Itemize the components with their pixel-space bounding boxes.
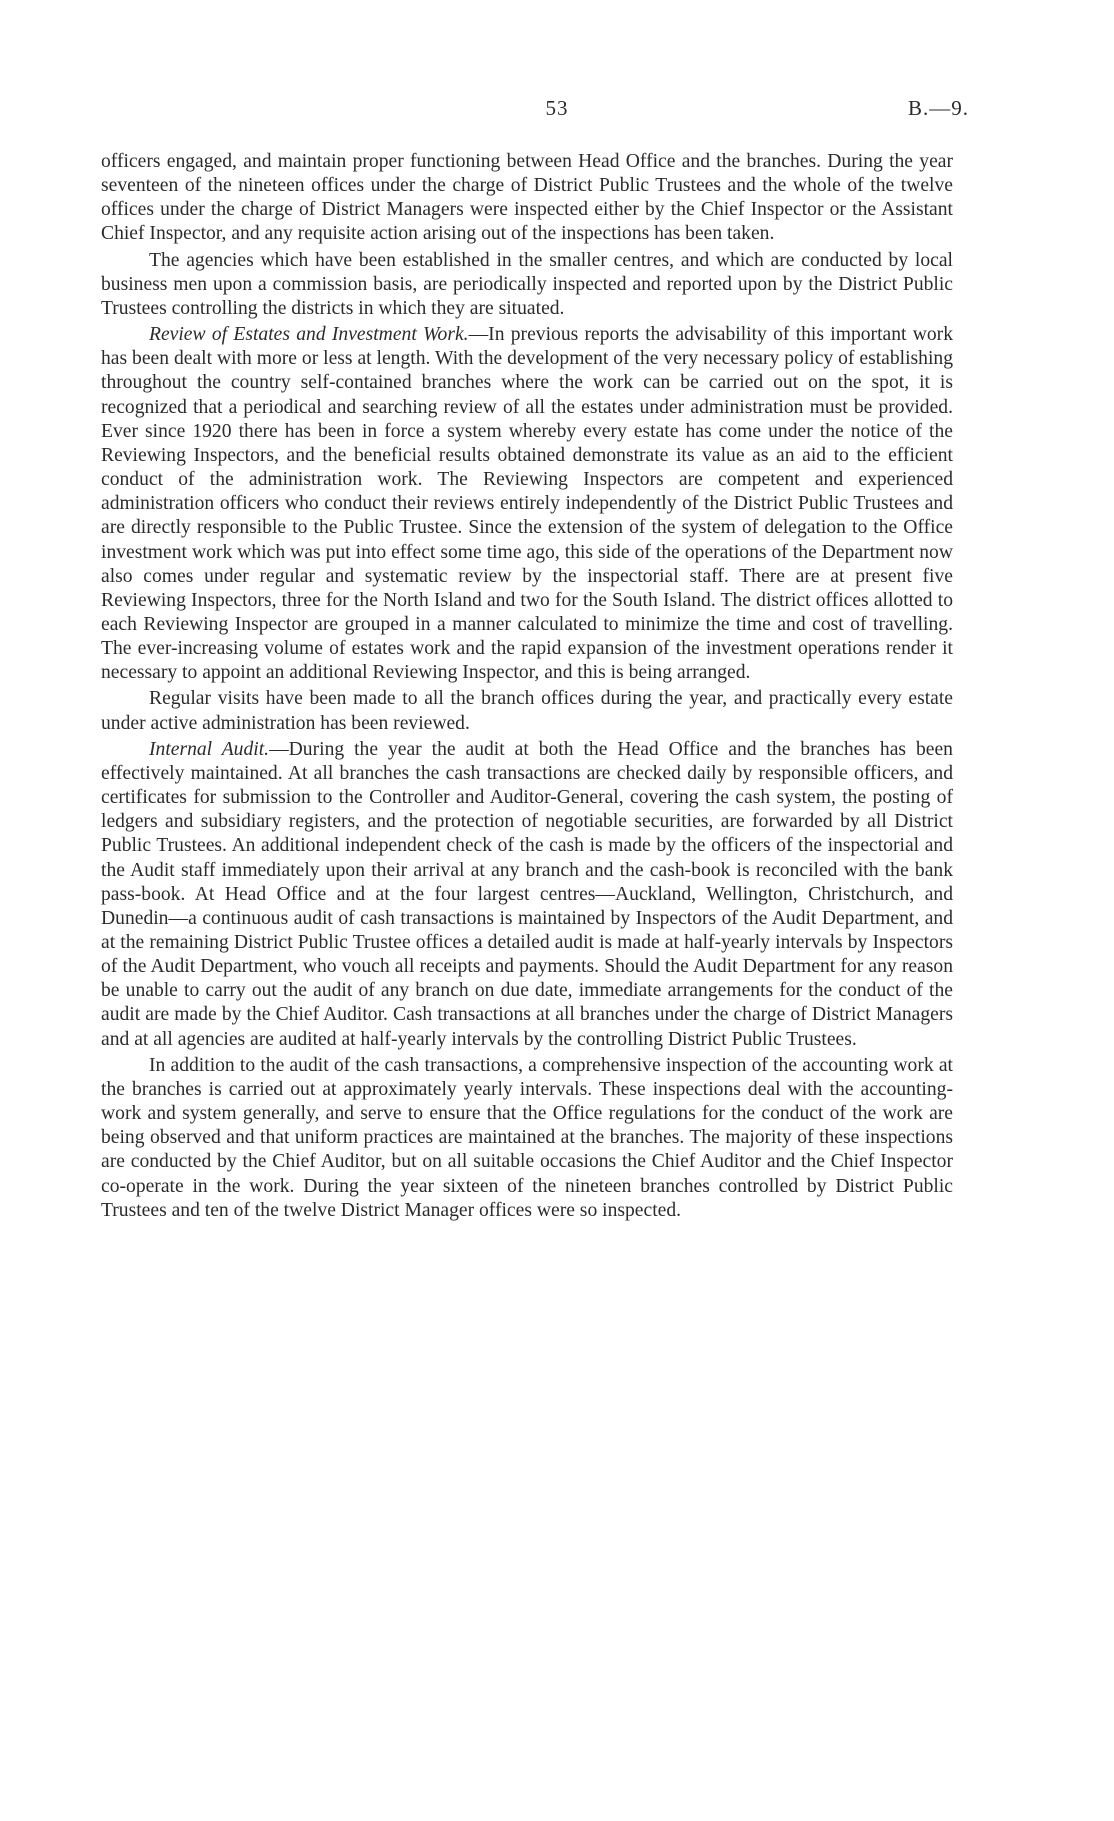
paragraph-text: The agencies which have been established in the smaller centres, and which are conducted by local business men upon a commission basis, are periodically inspected and reported upon by the District Public Trustees controlling the districts in which they are situated. [101, 249, 953, 319]
body-text [101, 150, 953, 1223]
paragraph [101, 150, 953, 247]
document-reference: B.—9. [907, 96, 969, 120]
page-header [0, 96, 1114, 126]
section-heading: Review of Estates and Investment Work. [149, 324, 469, 346]
paragraph-text: —During the year the audit at both the Head Office and the branches has been effectively maintained. At all branches the cash transactions are checked daily by responsible officers, and certificates for submission to the Controller and Auditor-General, covering the cash system, the posting of ledgers and subsidiary registers, and the protection of negotiable securities, are forwarded by all District Public Trustees. An additional independent check of the cash is made by the officers of the inspectorial and the Audit staff immediately upon their arrival at any branch and the cash-book is reconciled with the bank pass-book. At Head Office and at the four largest centres—Auckland, Wellington, Christchurch, and Dunedin—a continuous audit of cash transactions is maintained by Inspectors of the Audit Department, and at the remaining District Public Trustee offices a detailed audit is made at half-yearly intervals by Inspectors of the Audit Department, who vouch all receipts and payments. Should the Audit Department for any reason be unable to carry out the audit of any branch on due date, immediate arrangements for the conduct of the audit are made by the Chief Auditor. Cash transactions at all branches under the charge of District Managers and at all agencies are audited at half-yearly intervals by the controlling District Public Trustees. [101, 738, 953, 1050]
paragraph-text: In addition to the audit of the cash transactions, a comprehensive inspection of the accounting work at the branches is carried out at approximately yearly intervals. These inspections deal with the accounting-work and system generally, and serve to ensure that the Office regulations for the conduct of the work are being observed and that uniform practices are maintained at the branches. The majority of these inspections are conducted by the Chief Auditor, but on all suitable occasions the Chief Auditor and the Chief Inspector co-operate in the work. During the year sixteen of the nineteen branches controlled by District Public Trustees and ten of the twelve District Manager offices were so inspected. [101, 1054, 953, 1221]
section-heading: Internal Audit. [149, 738, 270, 760]
paragraph [101, 323, 953, 685]
paragraph [101, 1054, 953, 1223]
paragraph-text: officers engaged, and maintain proper functioning between Head Office and the branches. During the year seventeen of the nineteen offices under the charge of District Public Trustees and the whole of the twelve offices under the charge of District Managers were inspected either by the Chief Inspector or the Assistant Chief Inspector, and any requisite action arising out of the inspections has been taken. [101, 151, 953, 245]
paragraph [101, 687, 953, 735]
page-number: 53 [545, 96, 569, 120]
paragraph [101, 249, 953, 321]
paragraph-text: —In previous reports the advisability of this important work has been dealt with more or less at length. With the development of the very necessary policy of establishing throughout the country self-contained branches where the work can be carried out on the spot, it is recognized that a periodical and searching review of all the estates under administration must be provided. Ever since 1920 there has been in force a system whereby every estate has come under the notice of the Reviewing Inspectors, and the beneficial results obtained demonstrate its value as an aid to the efficient conduct of the administration work. The Reviewing Inspectors are competent and experienced administration officers who conduct their reviews entirely independently of the District Public Trustees and are directly responsible to the Public Trustee. Since the extension of the system of delegation to the Office investment work which was put into effect some time ago, this side of the operations of the Department now also comes under regular and systematic review by the inspectorial staff. There are at present five Reviewing Inspectors, three for the North Island and two for the South Island. The district offices allotted to each Reviewing Inspector are grouped in a manner calculated to minimize the time and cost of travelling. The ever-increasing volume of estates work and the rapid expansion of the investment operations render it necessary to appoint an additional Reviewing Inspector, and this is being arranged. [101, 324, 953, 684]
paragraph-text: Regular visits have been made to all the branch offices during the year, and practically every estate under active administration has been reviewed. [101, 688, 953, 734]
paragraph [101, 738, 953, 1052]
